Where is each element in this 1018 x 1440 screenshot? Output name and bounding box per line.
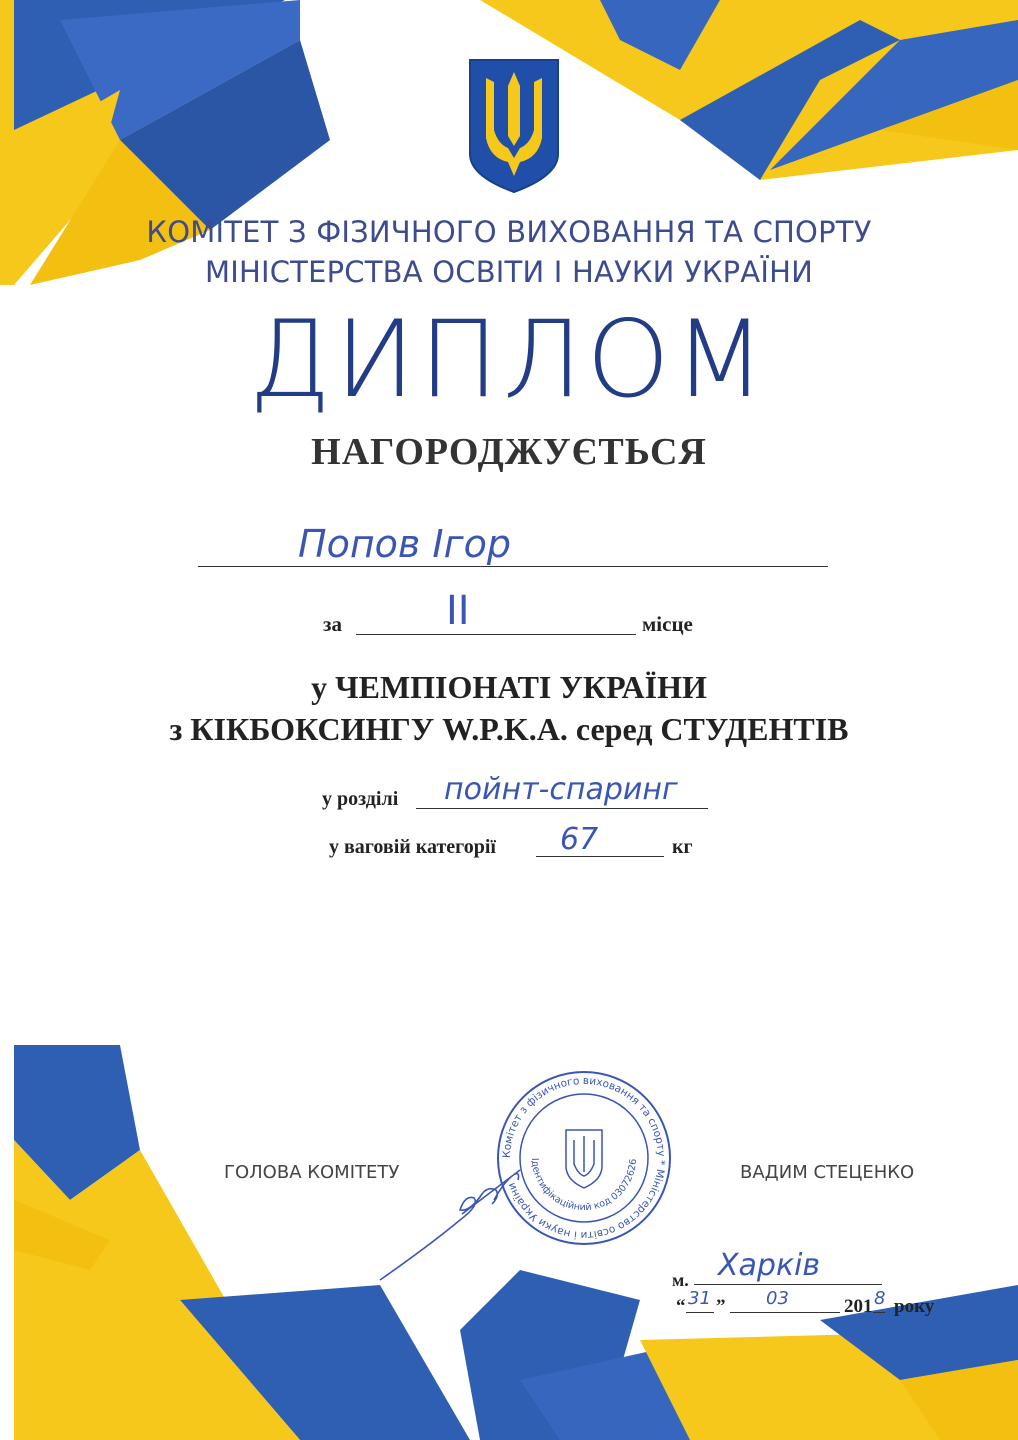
committee-line-1: КОМІТЕТ З ФІЗИЧНОГО ВИХОВАННЯ ТА СПОРТУ [146,215,872,249]
weight-label: у ваговій категорії [329,836,496,858]
date-month: 03 [766,1288,789,1309]
date-suffix: року [894,1296,935,1317]
section-value: пойнт-спаринг [444,772,678,807]
diploma-title: ДИПЛОМ [248,298,770,421]
date-year-underline [873,1312,885,1313]
championship-line-1: у ЧЕМПІОНАТІ УКРАЇНИ [311,669,707,705]
place-prefix: за [323,612,342,636]
weight-underline [536,856,664,857]
date-day: 31 [688,1288,711,1309]
place-suffix: місце [642,612,693,636]
date-close-quote: ” [716,1296,726,1317]
date-day-underline [686,1312,714,1313]
trident-coat-of-arms-icon [468,58,560,194]
recipient-name: Попов Ігор [298,522,511,566]
date-month-underline [730,1312,840,1313]
handwritten-signature [370,1150,570,1290]
stamp-outer-text: Комітет з фізичного виховання та спорту * Міністерство освіти і науки України [500,1074,668,1242]
awarded-heading: НАГОРОДЖУЄТЬСЯ [311,431,707,473]
stamp-trident-icon [566,1130,602,1188]
location-prefix: м. [672,1270,689,1290]
weight-unit: кг [672,836,693,858]
location-city: Харків [718,1248,821,1283]
location-underline [694,1284,882,1285]
date-open-quote: “ [676,1296,686,1317]
section-underline [416,808,708,809]
recipient-underline [198,566,828,567]
committee-line-2: МІНІСТЕРСТВА ОСВІТИ І НАУКИ УКРАЇНИ [205,255,813,289]
stamp-inner-text: Ідентифікаційний код 03072626 [528,1157,640,1214]
date-year-prefix: 201 [844,1296,873,1317]
date-year-digit: 8 [874,1288,886,1309]
committee-header [0,212,1018,292]
signature-position: ГОЛОВА КОМІТЕТУ [224,1162,400,1183]
championship-title [0,666,1018,750]
place-underline [356,634,636,635]
place-value: ІІ [446,588,470,634]
weight-value: 67 [560,822,599,857]
championship-line-2: з КІКБОКСИНГУ W.P.K.A. серед СТУДЕНТІВ [169,711,849,747]
section-label: у розділі [322,788,399,810]
signature-name: ВАДИМ СТЕЦЕНКО [740,1162,915,1183]
